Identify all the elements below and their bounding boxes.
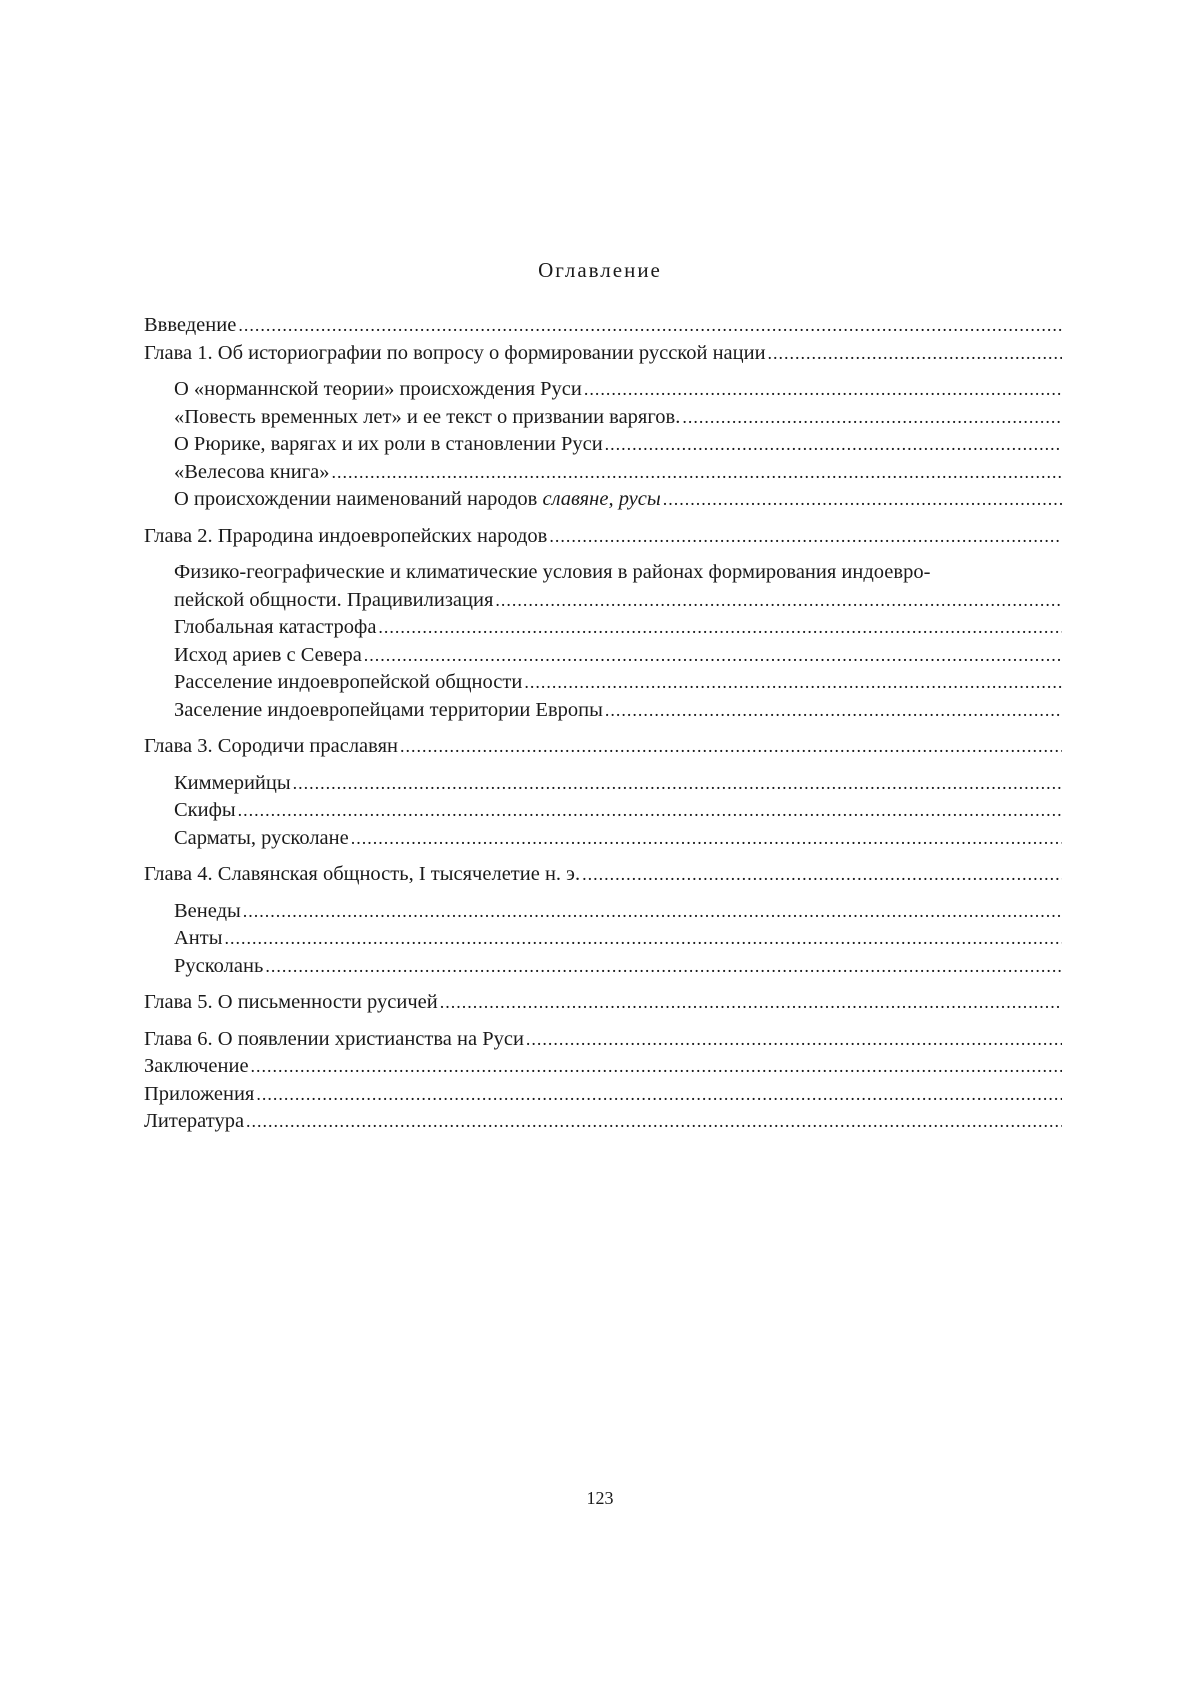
toc-entry-chapter-4: Глава 4. Славянская общность, I тысячелетие н. э. .....	[144, 861, 1062, 889]
dot-leader	[225, 925, 1062, 953]
dot-leader	[682, 404, 1062, 432]
dot-leader	[663, 486, 1062, 514]
dot-leader	[582, 861, 1062, 889]
toc-entry-norman-theory: О «норманнской теории» происхождения Руси .....	[144, 376, 1062, 404]
dot-leader	[246, 1108, 1062, 1136]
dot-leader	[605, 697, 1062, 725]
dot-leader	[378, 614, 1062, 642]
dot-leader	[332, 459, 1062, 487]
toc-entry-exodus-of-aryans: Исход ариев с Севера .....	[144, 642, 1062, 670]
toc-entry-veneti: Венеды .....	[144, 898, 1062, 926]
toc-title: Оглавление	[538, 258, 662, 282]
dot-leader	[351, 825, 1062, 853]
dot-leader	[526, 1026, 1062, 1054]
toc-entry-origin-of-names: О происхождении наименований народов славяне, русы .....	[144, 486, 1062, 514]
toc-entry-veles-book: «Велесова книга» .....	[144, 459, 1062, 487]
toc-entry-europe-settlement: Заселение индоевропейцами территории Европы .....	[144, 697, 1062, 725]
toc-entry-sarmatians: Сарматы, русколане .....	[144, 825, 1062, 853]
toc-entry-antes: Анты .....	[144, 925, 1062, 953]
toc-entry-rurik-varangians: О Рюрике, варягах и их роли в становлении Руси .....	[144, 431, 1062, 459]
dot-leader	[549, 523, 1062, 551]
toc-entry-chapter-1: Глава 1. Об историографии по вопросу о формировании русской нации .....	[144, 340, 1062, 368]
toc-entry-conclusion: Заключение .....	[144, 1053, 1062, 1081]
toc-entry-introduction: Ввведение .....	[144, 312, 1062, 340]
dot-leader	[251, 1053, 1062, 1081]
page-number: 123	[586, 1488, 614, 1508]
toc-entry-literature: Литература .....	[144, 1108, 1062, 1136]
dot-leader	[440, 989, 1062, 1017]
dot-leader	[400, 733, 1062, 761]
toc-entry-chapter-3: Глава 3. Сородичи праславян .....	[144, 733, 1062, 761]
toc-entry-scythians: Скифы .....	[144, 797, 1062, 825]
dot-leader	[524, 669, 1062, 697]
toc-entry-cimmerians: Киммерийцы .....	[144, 770, 1062, 798]
italic-names: славяне, русы	[542, 488, 661, 510]
table-of-contents	[144, 312, 1062, 1136]
dot-leader	[584, 376, 1062, 404]
toc-entry-appendices: Приложения .....	[144, 1081, 1062, 1109]
dot-leader	[265, 953, 1062, 981]
dot-leader	[495, 587, 1062, 615]
toc-entry-chapter-6: Глава 6. О появлении христианства на Руси .....	[144, 1026, 1062, 1054]
dot-leader	[364, 642, 1062, 670]
dot-leader	[293, 770, 1062, 798]
dot-leader	[256, 1081, 1062, 1109]
dot-leader	[238, 797, 1062, 825]
dot-leader	[243, 898, 1062, 926]
dot-leader	[768, 340, 1062, 368]
toc-entry-indo-european-settlement: Расселение индоевропейской общности .....	[144, 669, 1062, 697]
toc-entry-chapter-2: Глава 2. Прародина индоевропейских народов .....	[144, 523, 1062, 551]
toc-entry-physical-geographic-conditions: Физико-географические и климатические условия в районах формирования индоевро- пейской общности. Працивилизация .....	[144, 559, 1062, 614]
dot-leader	[238, 312, 1062, 340]
dot-leader	[605, 431, 1062, 459]
toc-entry-tale-of-bygone-years: «Повесть временных лет» и ее текст о призвании варягов. .....	[144, 404, 1062, 432]
toc-entry-ruskolan: Русколань .....	[144, 953, 1062, 981]
toc-entry-chapter-5: Глава 5. О письменности русичей .....	[144, 989, 1062, 1017]
toc-entry-global-catastrophe: Глобальная катастрофа .....	[144, 614, 1062, 642]
